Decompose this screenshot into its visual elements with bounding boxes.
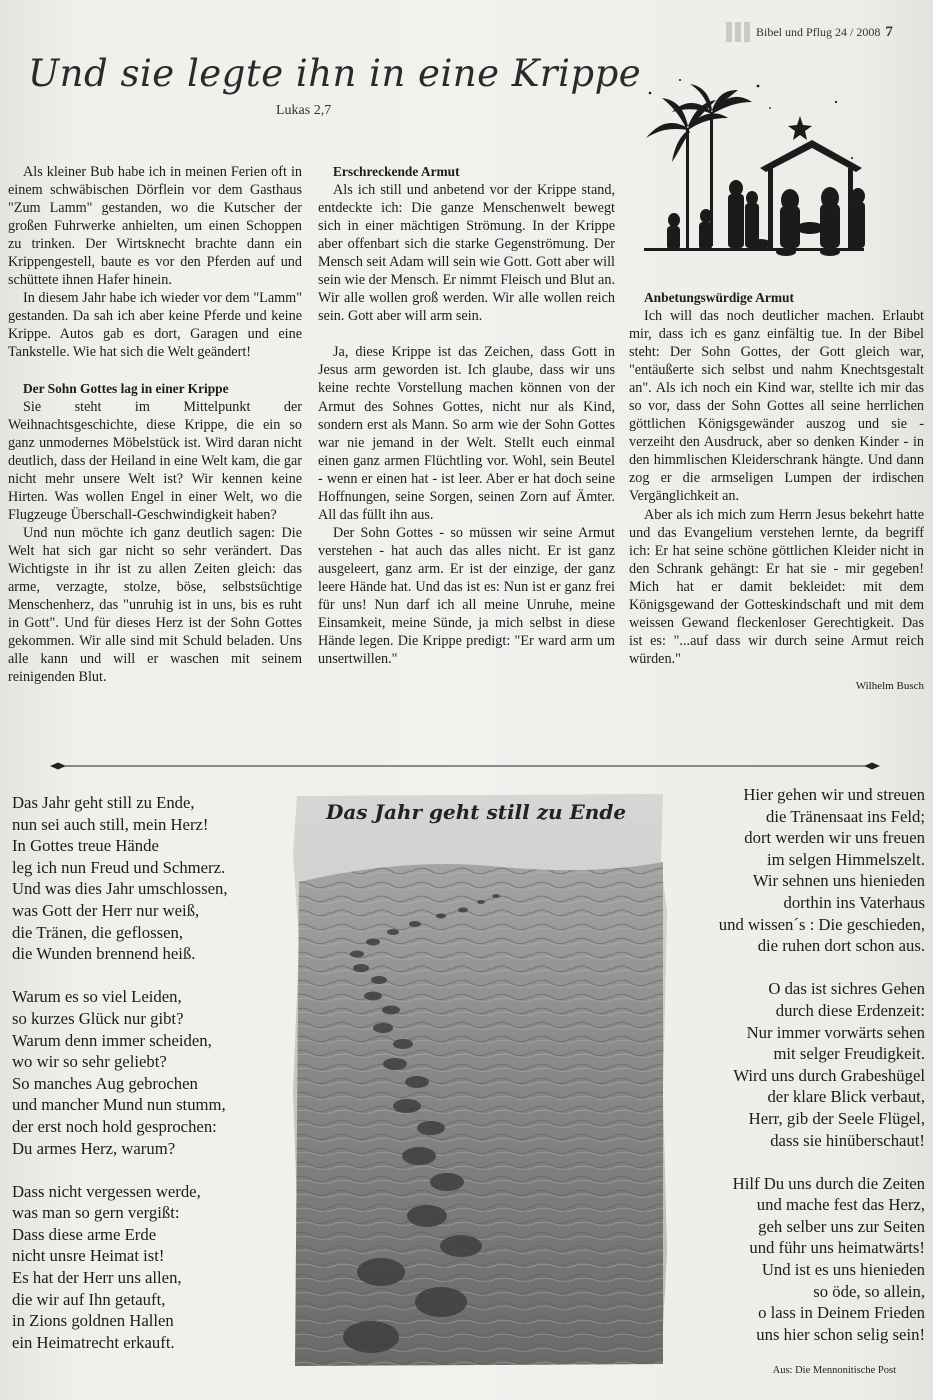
poem-line: in Zions goldnen Hallen <box>12 1311 174 1331</box>
poem-line: so kurzes Glück nur gibt? <box>12 1008 184 1028</box>
article-column-3 <box>629 289 924 695</box>
publication-name: Bibel und Pflug <box>756 24 833 39</box>
author-name: Wilhelm Busch <box>855 679 924 692</box>
nativity-scene-image <box>640 68 868 258</box>
article-column-2 <box>318 163 615 668</box>
poem-line: Warum denn immer scheiden, <box>12 1030 212 1050</box>
article-title: Und sie legte ihn in eine Krippe <box>28 52 642 95</box>
poem-line: o lass in Deinem Frieden <box>758 1303 925 1323</box>
poem-line: nun sei auch still, mein Herz! <box>12 814 209 834</box>
poem-line: Du armes Herz, warum? <box>12 1138 176 1158</box>
poem-line: Und was dies Jahr umschlossen, <box>12 879 228 899</box>
poem-line: durch diese Erdenzeit: <box>775 1000 925 1020</box>
paragraph: Aber als ich mich zum Herrn Jesus bekehrt hatte und das Evangelium verstehen lernte, da begriff ich: Er hat seine schöne göttlichen Kleider nicht in den Schrank gehängt: Er hat sie - mir gegeben! Mich hat er damit bekleidet: mit dem Königsgewand der Gotteskindschaft und mit dem weissen Gewand fleckenloser Gerechtigkeit. Das ist es: "...auf dass wir durch seine Armut reich würden." <box>629 506 924 667</box>
paragraph: Der Sohn Gottes - so müssen wir seine Armut verstehen - hat auch das alles nicht. Er ist ganz ausgeleert, ganz arm. Er ist der einzige, der ganz leere Hände hat. Und das ist es: Nun ist er ganz frei für uns! Nun darf ich all meine Unruhe, meine Einsamkeit, meine Sünde, ja mich selbst in diese Hände legen. Die Krippe predigt: "Er ward arm um unsertwillen." <box>318 524 615 668</box>
paragraph: Ja, diese Krippe ist das Zeichen, dass Gott in Jesus arm geworden ist. Ich glaube, dass wir uns keine rechte Vorstellung machen können von der Armut des Sohnes Gottes, nicht nur als Kind, sondern erst als Mann. So arm wie der Sohn Gottes war nie jemand in der Welt. Stellt euch einmal einen ganz armen Flüchtling vor. Wohl, sein Beutel - wenn er einen hat - ist leer. Aber er hat doch seine Hoffnungen, seine Sorgen, seinen Zorn auf Ämter. All das füllt ihn aus. <box>318 344 615 523</box>
poem-line: Hilf Du uns durch die Zeiten <box>732 1173 925 1193</box>
running-header <box>726 22 893 42</box>
poem-line: Es hat der Herr uns allen, <box>12 1268 182 1288</box>
poem-line: dass sie hinüberschaut! <box>770 1130 925 1150</box>
issue-number: 24 / 2008 <box>835 24 881 39</box>
poem-line: wo wir so sehr geliebt? <box>12 1052 167 1072</box>
poem-line: In Gottes treue Hände <box>12 836 159 856</box>
paragraph: Und nun möchte ich ganz deutlich sagen: Die Welt hat sich gar nicht so sehr verändert. Das Wichtigste in ihr ist zu allen Zeiten gleich: das arme, verzagte, stolze, böse, selbstsüchtige Menschenherz, das "unruhig ist in uns, bis es ruht in Gott". Und für dieses Herz ist der Sohn Gottes gekommen. Wir alle sind mit Schuld beladen. Uns alle kann und will er waschen mit seinem reinigenden Blut. <box>8 524 302 686</box>
poem-line: die Tränensaat ins Feld; <box>766 806 925 826</box>
poem-line: O das ist sichres Gehen <box>768 979 925 999</box>
poem-line: die wir auf Ihn getauft, <box>12 1289 166 1309</box>
poem-line: Und ist es uns hienieden <box>761 1260 925 1280</box>
poem-left-column <box>12 792 228 1353</box>
poem-line: so öde, so allein, <box>813 1281 925 1301</box>
poem-line: die ruhen dort schon aus. <box>757 936 925 956</box>
article-column-1 <box>8 163 302 686</box>
poem-line: und wissen´s : Die geschieden, <box>718 914 925 934</box>
poem-line: So manches Aug gebrochen <box>12 1073 198 1093</box>
paragraph: In diesem Jahr habe ich wieder vor dem "Lamm" gestanden. Da sah ich aber keine Pferde und keine Krippe. Autos gab es dort, Garagen und eine Tankstelle. Wie hat sich die Welt geändert! <box>8 290 302 361</box>
stanza-break <box>12 965 228 987</box>
header-text <box>756 24 893 41</box>
poem-line: Dass nicht vergessen werde, <box>12 1181 201 1201</box>
poem-line: der erst noch hold gesprochen: <box>12 1116 217 1136</box>
poem-line: Warum es so viel Leiden, <box>12 987 182 1007</box>
page-number: 7 <box>885 23 893 40</box>
poem-line: ein Heimatrecht erkauft. <box>12 1332 175 1352</box>
poem-title: Das Jahr geht still zu Ende <box>326 800 627 824</box>
poem-line: dorthin ins Vaterhaus <box>783 892 925 912</box>
poem-line: geh selber uns zur Seiten <box>758 1216 925 1236</box>
poem-line: Dass diese arme Erde <box>12 1224 157 1244</box>
poem-line: was Gott der Herr nur weiß, <box>12 900 200 920</box>
poem-line: dort werden wir uns freuen <box>744 828 925 848</box>
section-heading: Anbetungswürdige Armut <box>644 290 794 305</box>
poem-line: Wird uns durch Grabeshügel <box>733 1065 925 1085</box>
stanza-break <box>719 1151 925 1173</box>
bible-reference: Lukas 2,7 <box>276 103 332 118</box>
poem-line: die Tränen, die geflossen, <box>12 922 184 942</box>
poem-line: Das Jahr geht still zu Ende, <box>12 793 195 812</box>
stanza-break <box>12 1159 228 1181</box>
paragraph: Als ich still und anbetend vor der Krippe stand, entdeckte ich: Die ganze Menschenwelt bewegt sich in einer mächtigen Strömung. In der Krippe aber offenbart sich die starke Gegenströmung. Der Mensch seit Adam will sein wie Gott. Gott aber will sein wie der Mensch. Er nimmt Fleisch und Blut an. Wir alle wollen groß werden. Wir alle wollen reich sein. Gott aber will arm sein. <box>318 182 615 325</box>
footprints-in-sand-photo <box>291 792 669 1367</box>
section-heading: Erschreckende Armut <box>333 164 460 179</box>
section-heading: Der Sohn Gottes lag in einer Krippe <box>23 380 229 396</box>
header-bars <box>726 22 750 42</box>
poem-line: Hier gehen wir und streuen <box>743 785 925 804</box>
paragraph: Als kleiner Bub habe ich in meinen Ferien oft in einem schwäbischen Dörflein vor dem Gasthaus "Zum Lamm" gestanden, wo die Kutscher der großen Fuhrwerke anhielten, um einen Schoppen zu trinken. Der Wirtsknecht brachte dann ein Krippengestell, baute es vor den Pferden auf und schüttete ihnen Hafer hinein. <box>8 164 302 289</box>
poem-right-column <box>719 784 925 1345</box>
poem-line: nicht unsre Heimat ist! <box>12 1246 165 1266</box>
poem-line: was man so gern vergißt: <box>12 1203 180 1223</box>
poem-line: die Wunden brennend heiß. <box>12 944 196 964</box>
paragraph: Ich will das noch deutlicher machen. Erlaubt mir, dass ich es ganz einfältig tue. In der Bibel steht: Der Sohn Gottes, der Gott gleich war, "entäußerte sich selbst und nahm Knechtsgestalt an". Als ich noch ein Kind war, stellte ich mir das so vor, dass der Sohn Gottes all seine herrlichen göttlichen Königsgewänder auszog und sie - verzeiht den Ausdruck, aber so denken Kinder - in den himmlischen Kleiderschrank hängte. Und dann zog er die armseligen Lumpen der irdischen Vergänglichkeit an. <box>629 308 924 505</box>
poem-line: der klare Blick verbaut, <box>767 1087 925 1107</box>
poem-line: Wir sehnen uns hienieden <box>752 871 925 891</box>
poem-source: Aus: Die Mennonitische Post <box>772 1365 896 1376</box>
poem-line: uns hier schon selig sein! <box>756 1324 925 1344</box>
poem-line: und mancher Mund nun stumm, <box>12 1095 226 1115</box>
poem-line: und führ uns heimatwärts! <box>749 1238 925 1258</box>
poem-line: und mache fest das Herz, <box>756 1195 925 1215</box>
poem-line: Herr, gib der Seele Flügel, <box>748 1108 925 1128</box>
stanza-break <box>719 957 925 979</box>
poem-line: im selgen Himmelszelt. <box>766 849 925 869</box>
poem-line: mit selger Freudigkeit. <box>773 1044 925 1064</box>
poem-line: leg ich nun Freud und Schmerz. <box>12 857 226 877</box>
paragraph: Sie steht im Mittelpunkt der Weihnachtsgeschichte, diese Krippe, die ein so ganz unmodernes Möbelstück ist. Wird daran nicht deutlich, dass der Heiland in eine Welt kam, die gar nicht mehr unsere Welt ist? Wir kennen keine Hirten. Was wollen Engel in einer Welt, wo die Flugzeuge Überschall-Geschwindigkeit haben? <box>8 398 302 523</box>
poem-line: Nur immer vorwärts sehen <box>746 1022 925 1042</box>
section-divider <box>50 761 880 771</box>
